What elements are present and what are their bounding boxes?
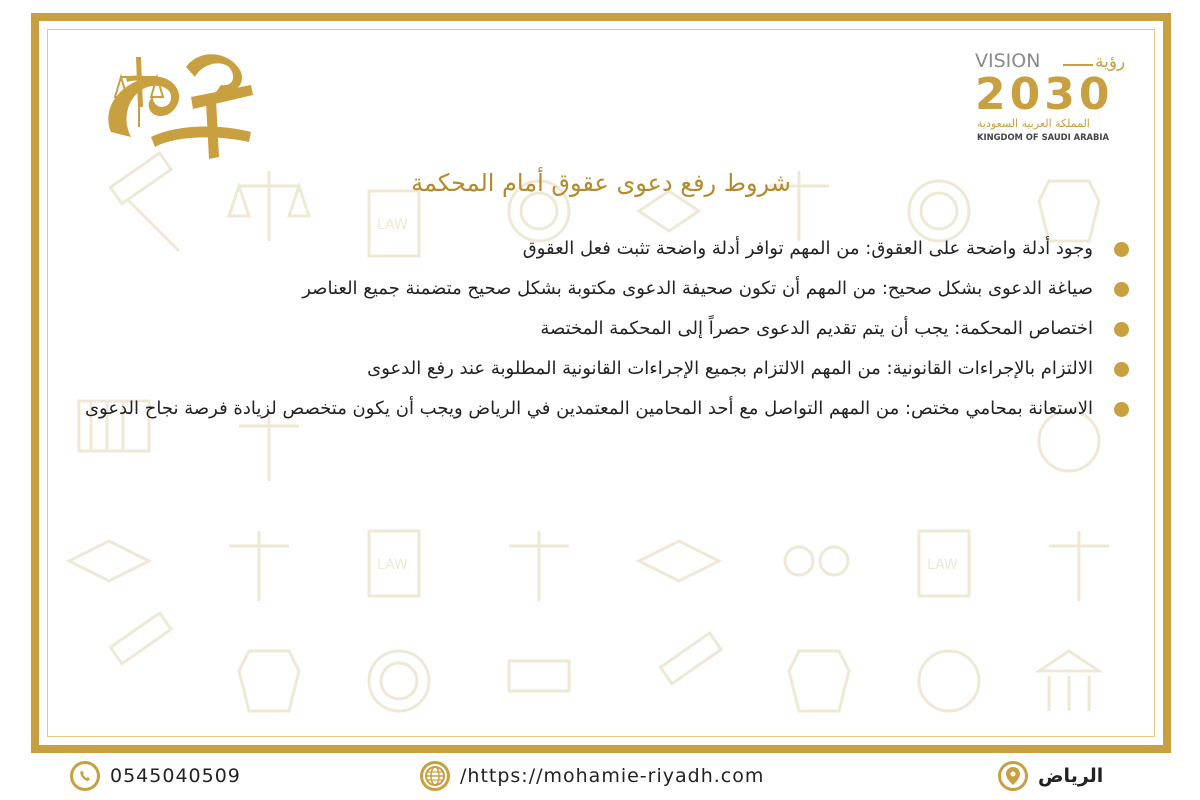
vision-year: 2030 (975, 69, 1114, 120)
map-pin-icon (998, 761, 1028, 791)
vision-arabic-word: رؤية (1095, 52, 1126, 72)
conditions-list (75, 233, 1135, 433)
bullet-dot-icon (1114, 282, 1129, 297)
whatsapp-icon (70, 761, 100, 791)
vision-word: VISION (975, 50, 1041, 72)
content-frame (31, 13, 1171, 753)
bullet-dot-icon (1114, 242, 1129, 257)
list-item (75, 393, 1135, 424)
list-item-text: الاستعانة بمحامي مختص: من المهم التواصل مع أحد المحامين المعتمدين في الرياض ويجب أن يكون متخصص لزيادة فرصة نجاح الدعوى (84, 398, 1093, 419)
footer-website[interactable] (420, 761, 764, 791)
svg-text:LAW: LAW (377, 217, 408, 233)
calligraphy-logo (91, 37, 261, 172)
footer-phone[interactable] (70, 761, 241, 791)
vision-english-country: KINGDOM OF SAUDI ARABIA (977, 132, 1109, 142)
bullet-dot-icon (1114, 362, 1129, 377)
list-item-text: صياغة الدعوى بشكل صحيح: من المهم أن تكون صحيفة الدعوى مكتوبة بشكل صحيح متضمنة جميع العناصر (302, 278, 1093, 299)
bullet-dot-icon (1114, 402, 1129, 417)
list-item-text: وجود أدلة واضحة على العقوق: من المهم توافر أدلة واضحة تثبت فعل العقوق (522, 238, 1093, 259)
list-item (75, 273, 1135, 304)
location-text: الرياض (1038, 765, 1104, 787)
list-item (75, 353, 1135, 384)
svg-text:LAW: LAW (927, 557, 958, 573)
footer-location[interactable] (998, 761, 1103, 791)
footer (0, 753, 1200, 800)
bullet-dot-icon (1114, 322, 1129, 337)
page-title: شروط رفع دعوى عقوق أمام المحكمة (411, 169, 791, 197)
svg-text:LAW: LAW (377, 557, 408, 573)
vision-arabic-country: المملكة العربية السعودية (977, 117, 1090, 130)
list-item (75, 233, 1135, 264)
globe-icon (420, 761, 450, 791)
list-item-text: اختصاص المحكمة: يجب أن يتم تقديم الدعوى حصراً إلى المحكمة المختصة (540, 318, 1093, 339)
list-item (75, 313, 1135, 344)
website-url: /https://mohamie-riyadh.com (460, 765, 765, 787)
phone-number: 0545040509 (110, 765, 241, 787)
vision-2030-logo (975, 43, 1145, 143)
list-item-text: الالتزام بالإجراءات القانونية: من المهم الالتزام بجميع الإجراءات القانونية المطلوبة عند رفع الدعوى (367, 358, 1093, 379)
